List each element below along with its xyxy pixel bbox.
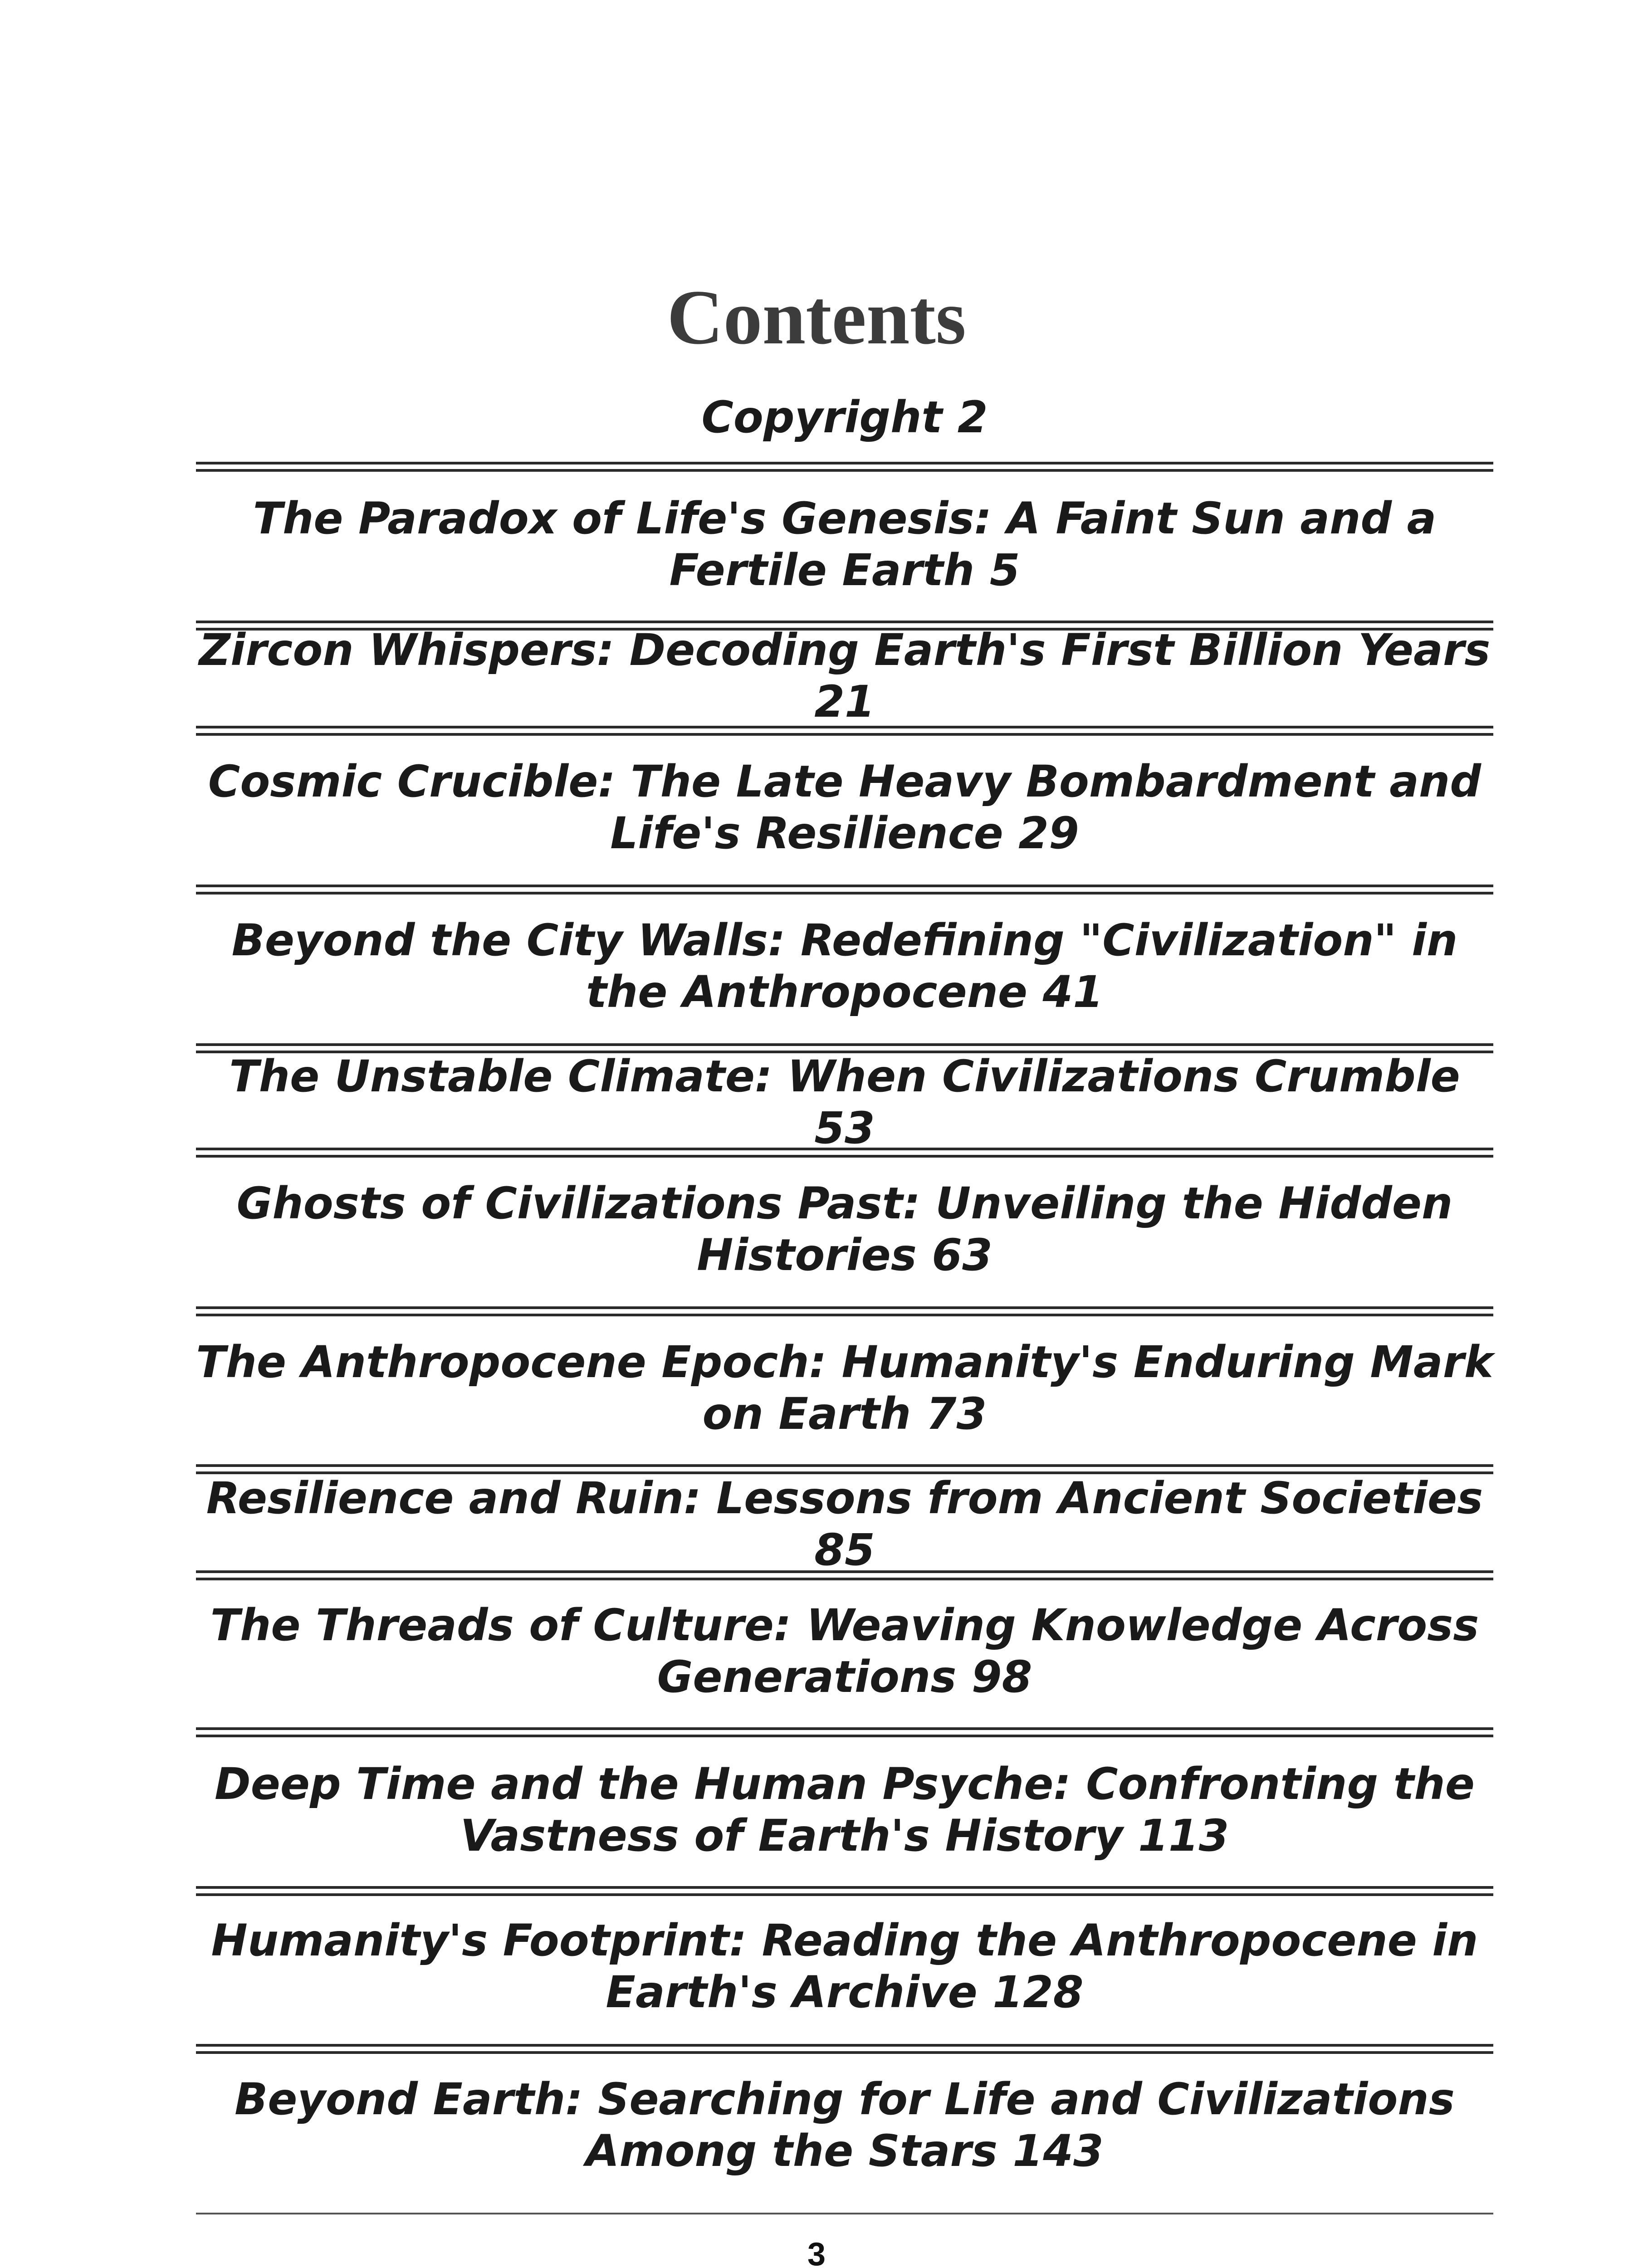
toc-entry[interactable] [196,625,1493,727]
toc-entry[interactable] [196,2071,1493,2180]
toc-entry[interactable] [196,912,1493,1021]
toc-entry-text: The Threads of Culture: Weaving Knowledge Across Generations 98 [210,1600,1479,1702]
toc-entry[interactable] [196,490,1493,599]
toc-entry-text: Beyond Earth: Searching for Life and Civilizations Among the Stars 143 [235,2074,1455,2176]
toc-entry[interactable] [196,753,1493,862]
double-rule-divider [196,1570,1493,1580]
toc-entry-text: The Unstable Climate: When Civilizations Crumble 53 [229,1051,1460,1154]
footer-divider [196,2213,1493,2214]
table-of-contents [196,0,1493,2268]
toc-entry[interactable] [196,1175,1493,1284]
toc-entry-text: Resilience and Ruin: Lessons from Ancient Societies 85 [206,1473,1483,1575]
toc-entry-text: Deep Time and the Human Psyche: Confronting the Vastness of Earth's History 113 [215,1759,1475,1861]
toc-entry[interactable] [196,1912,1493,2021]
double-rule-divider [196,1148,1493,1158]
toc-entry[interactable] [196,1597,1493,1706]
double-rule-divider [196,1306,1493,1316]
page-number: 3 [807,2236,826,2268]
toc-entry-text: The Paradox of Life's Genesis: A Faint Sun and a Fertile Earth 5 [253,493,1437,596]
toc-entry[interactable] [196,1755,1493,1864]
double-rule-divider [196,726,1493,736]
toc-entry-text: Beyond the City Walls: Redefining "Civilization" in the Anthropocene 41 [231,915,1458,1017]
double-rule-divider [196,1727,1493,1737]
toc-entry[interactable] [196,1334,1493,1442]
double-rule-divider [196,1886,1493,1896]
toc-entry-text: Zircon Whispers: Decoding Earth's First Billion Years 21 [199,625,1491,727]
toc-entry[interactable] [196,390,1493,445]
double-rule-divider [196,462,1493,472]
toc-entry[interactable] [196,1051,1493,1154]
toc-entry-text: Cosmic Crucible: The Late Heavy Bombardment and Life's Resilience 29 [208,756,1481,859]
toc-entry-text: The Anthropocene Epoch: Humanity's Enduring Mark on Earth 73 [196,1337,1493,1439]
double-rule-divider [196,2044,1493,2054]
page-title: Contents [667,274,966,361]
toc-entry-text: Copyright 2 [701,392,988,443]
toc-entry-text: Ghosts of Civilizations Past: Unveiling the Hidden Histories 63 [236,1178,1453,1281]
toc-entry[interactable] [196,1473,1493,1575]
double-rule-divider [196,885,1493,894]
toc-entry-text: Humanity's Footprint: Reading the Anthropocene in Earth's Archive 128 [211,1915,1478,2018]
